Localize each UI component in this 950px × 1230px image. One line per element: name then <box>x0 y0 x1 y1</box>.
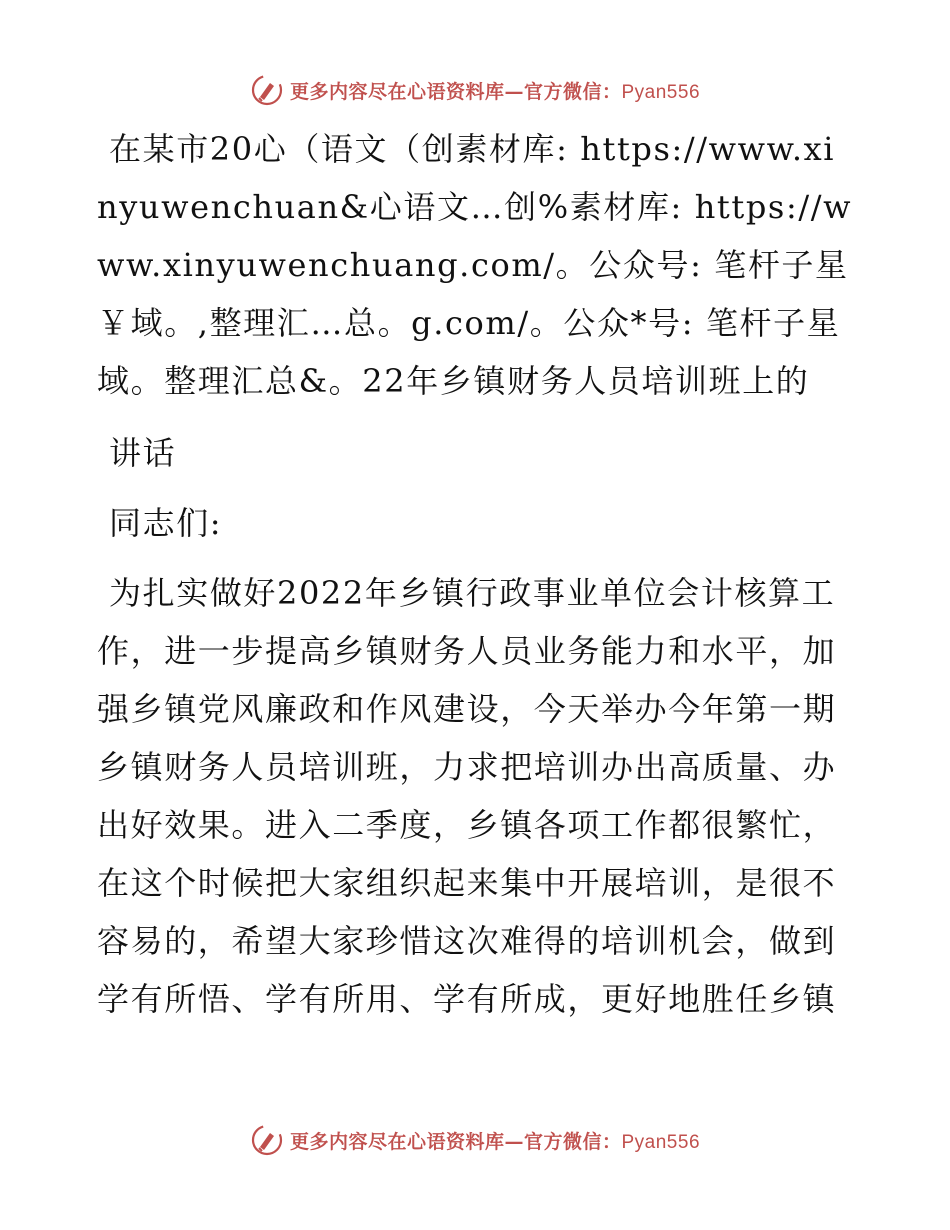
header-watermark-banner <box>0 70 950 110</box>
pen-nib-logo-icon <box>250 73 284 107</box>
pen-nib-logo-icon <box>250 1123 284 1157</box>
footer-watermark-banner <box>0 1120 950 1160</box>
footer-watermark-text: 更多内容尽在心语资料库—官方微信：Pyan556 <box>289 1130 701 1153</box>
salutation: 同志们: <box>109 504 223 542</box>
document-subtitle: 讲话 <box>109 434 177 472</box>
document-body <box>97 120 857 1028</box>
document-title-block: 在某市20心（语文（创素材库: https://www.xinyuwenchuan&心语文…创%素材库: https://www.xinyuwenchuang.com/。公众号: 笔杆子星￥域。,整理汇…总。g.com/。公众*号: 笔杆子星域。整理汇总&。22年乡镇财务人员培训班上的 <box>97 130 853 400</box>
header-watermark-text: 更多内容尽在心语资料库—官方微信：Pyan556 <box>289 80 701 103</box>
body-paragraph: 为扎实做好2022年乡镇行政事业单位会计核算工作，进一步提高乡镇财务人员业务能力和水平，加强乡镇党风廉政和作风建设，今天举办今年第一期乡镇财务人员培训班，力求把培训办出高质量、办出好效果。进入二季度，乡镇各项工作都很繁忙，在这个时候把大家组织起来集中开展培训，是很不容易的，希望大家珍惜这次难得的培训机会，做到学有所悟、学有所用、学有所成，更好地胜任乡镇 <box>97 574 837 1018</box>
